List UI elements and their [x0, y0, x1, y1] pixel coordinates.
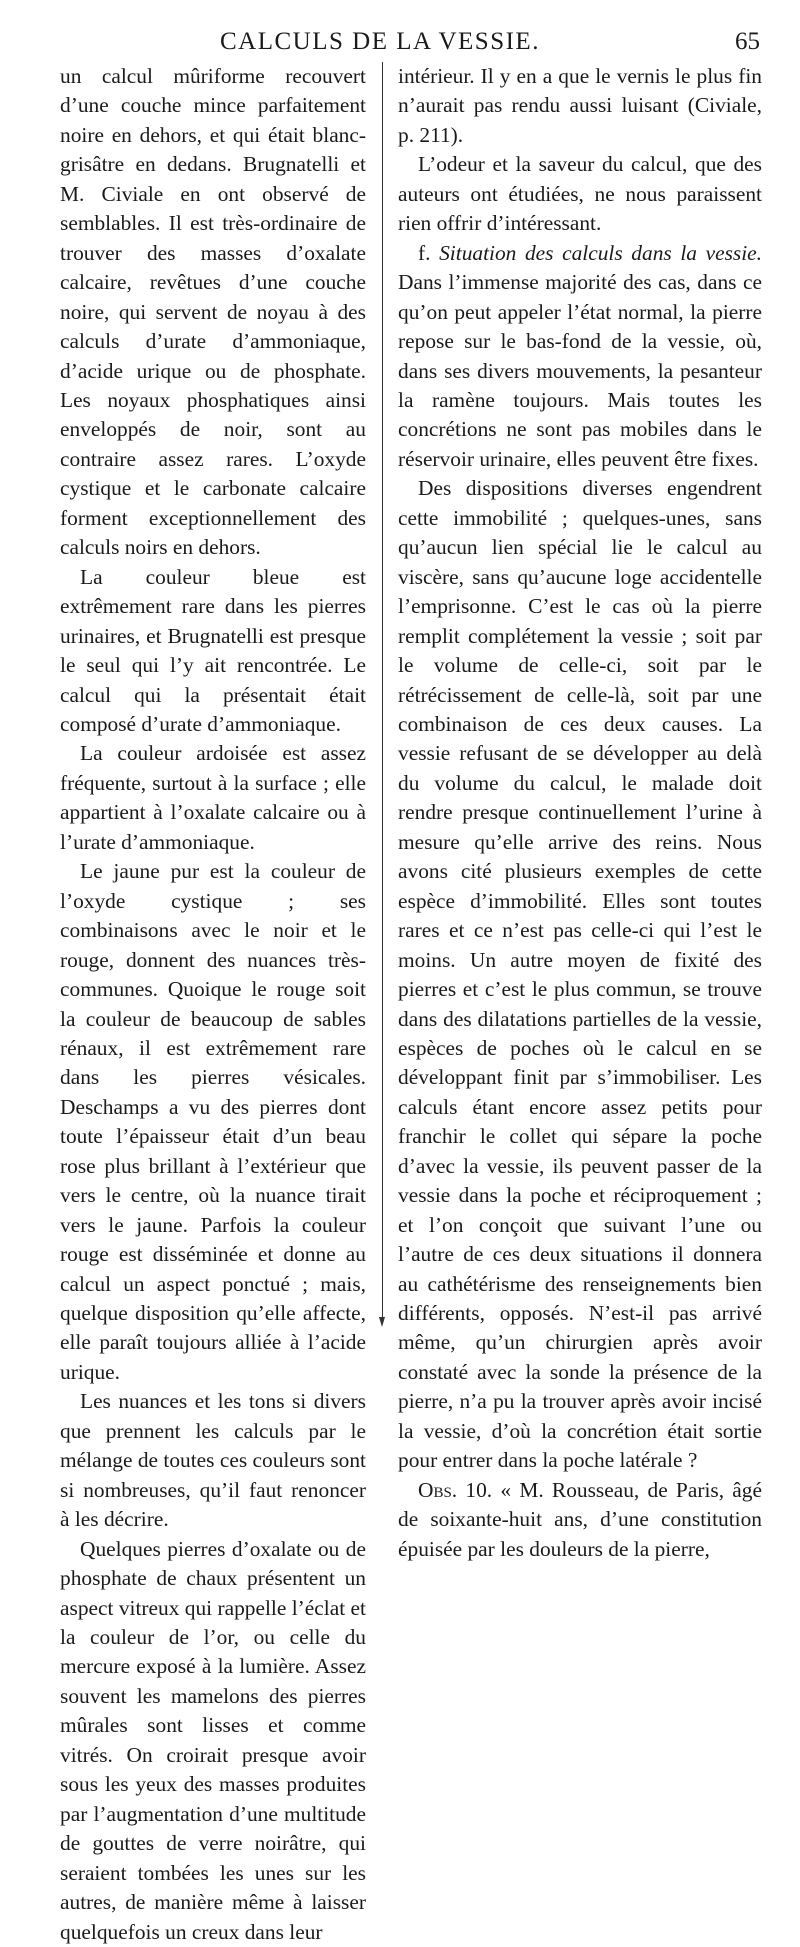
paragraph: intérieur. Il y en a que le vernis le plus fin n’aurait pas rendu aussi luisant (Civiale, p. 211).: [398, 64, 762, 147]
right-column: [398, 62, 762, 1564]
section-paragraph: [398, 239, 762, 475]
observation-paragraph: [398, 1476, 762, 1564]
paragraph: un calcul mûriforme recouvert d’une couche mince parfaitement noire en dehors, et qui était blanc-grisâtre en dedans. Brugnatelli et M. Civiale en ont observé de semblables. Il est très-ordinaire de trouver des masses d’oxalate calcaire, revêtues d’une couche noire, qui servent de noyau à des calculs d’urate d’ammoniaque, d’acide urique ou de phosphate. Les noyaux phosphatiques ainsi enveloppés de noir, sont au contraire assez rares. L’oxyde cystique et le carbonate calcaire forment exceptionnellement des calculs noirs en dehors.: [60, 64, 366, 560]
section-label: f.: [418, 240, 431, 265]
column-divider: [382, 62, 383, 1317]
paragraph: La couleur ardoisée est assez fréquente, surtout à la surface ; elle appartient à l’oxalate calcaire ou à l’urate d’ammoniaque.: [60, 741, 366, 854]
paragraph: L’odeur et la saveur du calcul, que des auteurs ont étudiées, ne nous paraissent rien offrir d’intéressant.: [398, 152, 762, 236]
page-number: 65: [735, 28, 760, 55]
page-header: [60, 28, 760, 62]
section-title: Situation des calculs dans la vessie.: [439, 240, 762, 265]
paragraph: Quelques pierres d’oxalate ou de phosphate de chaux présentent un aspect vitreux qui rappelle l’éclat et la couleur de l’or, ou celle du mercure exposé à la lumière. Assez souvent les mamelons des pierres mûrales sont lisses et comme vitrés. On croirait presque avoir sous les yeux des masses produites par l’augmentation d’une multitude de gouttes de verre noirâtre, qui seraient tombées les unes sur les autres, de manière même à laisser quelquefois un creux dans leur: [60, 1536, 366, 1944]
left-column: [60, 62, 366, 1947]
observation-label: Obs.: [418, 1477, 458, 1502]
section-body: Dans l’immense majorité des cas, dans ce qu’on peut appeler l’état normal, la pierre repose sur le bas-fond de la vessie, où, dans ses divers mouvements, la pesanteur la ramène toujours. Mais toutes les concrétions ne sont pas mobiles dans le réservoir urinaire, elles peuvent être fixes.: [398, 270, 762, 471]
observation-body: 10. « M. Rousseau, de Paris, âgé de soixante-huit ans, d’une constitution épuisée par les douleurs de la pierre,: [398, 1477, 762, 1561]
paragraph: Des dispositions diverses engendrent cette immobilité ; quelques-unes, sans qu’aucun lien spécial lie le calcul au viscère, sans qu’aucune loge accidentelle l’emprisonne. C’est le cas où la pierre remplit complétement la vessie ; soit par le volume de celle-ci, soit par le rétrécissement de celle-là, soit par une combinaison de ces deux causes. La vessie refusant de se développer au delà du volume du calcul, le malade doit rendre presque continuellement l’urine à mesure qu’elle arrive des reins. Nous avons cité plusieurs exemples de cette espèce d’immobilité. Elles sont toutes rares et ce n’est pas celle-ci qui l’est le moins. Un autre moyen de fixité des pierres et c’est le plus commun, se trouve dans des dilatations partielles de la vessie, espèces de poches où le calcul en se développant finit par s’immobiliser. Les calculs étant encore assez petits pour franchir le collet qui sépare la poche d’avec la vessie, ils peuvent passer de la vessie dans la poche et réciproquement ; et l’on conçoit que suivant l’une ou l’autre de ces deux situations il donnera au cathétérisme des renseignements bien différents, opposés. N’est-il pas arrivé même, qu’un chirurgien après avoir constaté avec la sonde la présence de la pierre, n’a pu la trouver après avoir incisé la vessie, d’où la concrétion était sortie pour entrer dans la poche latérale ?: [398, 476, 762, 1473]
paragraph: Le jaune pur est la couleur de l’oxyde cystique ; ses combinaisons avec le noir et le rouge, donnent des nuances très-communes. Quoique le rouge soit la couleur de beaucoup de sables rénaux, il est extrêmement rare dans les pierres vésicales. Deschamps a vu des pierres dont toute l’épaisseur était d’un beau rose plus brillant à l’extérieur que vers le centre, où la nuance tirait vers le jaune. Parfois la couleur rouge est disséminée et donne au calcul un aspect ponctué ; mais, quelque disposition qu’elle affecte, elle paraît toujours alliée à l’acide urique.: [60, 859, 366, 1384]
paragraph: La couleur bleue est extrêmement rare dans les pierres urinaires, et Brugnatelli est presque le seul qui l’y ait rencontrée. Le calcul qui la présentait était composé d’urate d’ammoniaque.: [60, 564, 366, 736]
paragraph: Les nuances et les tons si divers que prennent les calculs par le mélange de toutes ces couleurs sont si nombreuses, qu’il faut renoncer à les décrire.: [60, 1389, 366, 1532]
running-title: CALCULS DE LA VESSIE.: [220, 28, 540, 55]
